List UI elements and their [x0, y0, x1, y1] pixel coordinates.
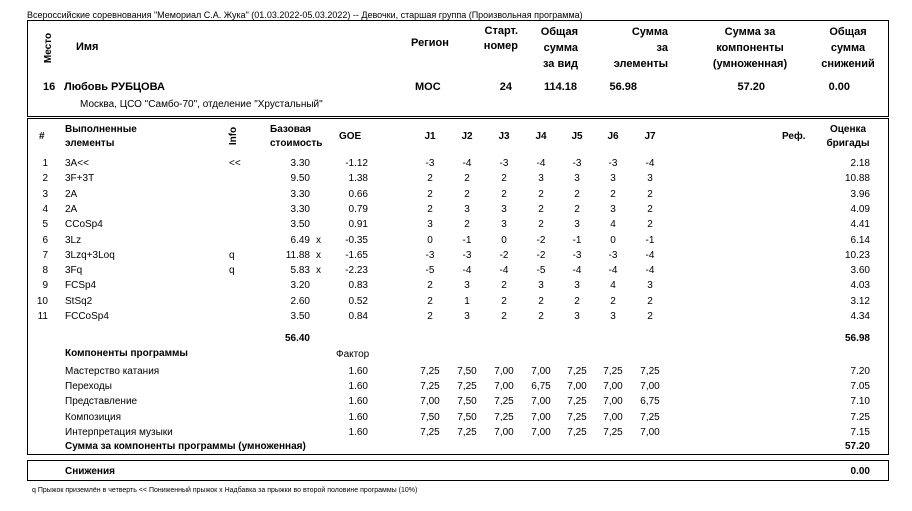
- element-base-value: 3.20: [290, 280, 310, 291]
- component-score: 7.15: [850, 427, 870, 438]
- component-judge-score: 7,25: [603, 366, 623, 377]
- element-judge-score: 3: [464, 204, 470, 215]
- element-goe: 0.66: [348, 189, 368, 200]
- judge-header: J6: [607, 131, 619, 142]
- element-judge-score: 2: [610, 296, 616, 307]
- element-judge-score: 3: [427, 219, 433, 230]
- element-number: 4: [42, 204, 48, 215]
- skater-place: 16: [43, 81, 56, 93]
- element-base-value: 2.60: [290, 296, 310, 307]
- skater-start-number: 24: [499, 81, 512, 93]
- element-base-value: 3.30: [290, 204, 310, 215]
- element-judge-score: 2: [647, 189, 653, 200]
- component-judge-score: 7,00: [494, 366, 514, 377]
- element-judge-score: 1: [464, 296, 470, 307]
- component-judge-score: 7,25: [494, 396, 514, 407]
- element-number-header: #: [39, 131, 45, 142]
- element-judge-score: 2: [427, 296, 433, 307]
- base-value-total: 56.40: [284, 333, 310, 344]
- name-header: Имя: [76, 41, 99, 53]
- element-judge-score: -2: [536, 250, 546, 261]
- component-judge-score: 7,25: [640, 412, 660, 423]
- components-total-label: Сумма за компоненты программы (умноженная): [65, 441, 306, 452]
- element-code: 2A: [65, 189, 78, 200]
- element-number: 11: [37, 311, 48, 322]
- components-title: Компоненты программы: [65, 348, 188, 359]
- element-judge-score: 4: [610, 219, 616, 230]
- skater-club: Москва, ЦСО "Самбо-70", отделение "Хрустальный": [80, 99, 323, 110]
- element-judge-score: 3: [610, 311, 616, 322]
- component-judge-score: 7,00: [531, 427, 551, 438]
- component-judge-score: 7,25: [420, 366, 440, 377]
- element-judge-score: 3: [538, 173, 544, 184]
- component-judge-score: 7,25: [494, 412, 514, 423]
- element-judge-score: -1: [572, 235, 582, 246]
- component-judge-score: 7,00: [640, 427, 660, 438]
- element-judge-score: -4: [645, 250, 655, 261]
- element-code: FCSp4: [65, 280, 97, 291]
- component-name: Интерпретация музыки: [65, 427, 173, 438]
- component-judge-score: 7,25: [420, 427, 440, 438]
- skater-deductions: 0.00: [828, 81, 850, 93]
- element-judge-score: 3: [574, 311, 580, 322]
- element-number: 10: [36, 296, 48, 307]
- region-header: Регион: [411, 37, 449, 49]
- element-judge-score: 2: [501, 189, 507, 200]
- element-number: 7: [42, 250, 48, 261]
- element-panel-score: 4.34: [850, 311, 870, 322]
- component-name: Композиция: [65, 412, 122, 423]
- element-judge-score: -4: [462, 158, 472, 169]
- elements-total: 56.98: [844, 333, 870, 344]
- component-judge-score: 7,00: [531, 396, 551, 407]
- element-panel-score: 10.88: [844, 173, 870, 184]
- element-goe: -1.12: [345, 158, 368, 169]
- referee-header: Реф.: [782, 131, 806, 142]
- element-judge-score: 2: [501, 280, 507, 291]
- element-judge-score: 3: [610, 204, 616, 215]
- component-judge-score: 7,25: [457, 427, 477, 438]
- event-title: Всероссийские соревнования "Мемориал С.А. Жука" (01.03.2022-05.03.2022) -- Девочки, старшая группа (Произвольная программа): [27, 10, 583, 20]
- component-score: 7.05: [850, 381, 870, 392]
- element-number: 3: [42, 189, 48, 200]
- element-judge-score: -4: [608, 265, 618, 276]
- element-goe: 0.84: [348, 311, 368, 322]
- element-judge-score: 2: [501, 173, 507, 184]
- element-judge-score: 3: [574, 280, 580, 291]
- element-judge-score: 2: [427, 311, 433, 322]
- element-judge-score: -2: [499, 250, 509, 261]
- element-judge-score: -3: [572, 158, 582, 169]
- element-code: 2A: [65, 204, 78, 215]
- element-judge-score: -5: [425, 265, 435, 276]
- element-judge-score: -3: [425, 158, 435, 169]
- element-base-value: 3.50: [290, 219, 310, 230]
- element-panel-score: 10.23: [844, 250, 870, 261]
- component-judge-score: 7,00: [567, 381, 587, 392]
- component-judge-score: 7,00: [603, 412, 623, 423]
- component-judge-score: 7,50: [457, 396, 477, 407]
- component-judge-score: 7,00: [531, 412, 551, 423]
- component-factor: 1.60: [348, 412, 368, 423]
- component-factor: 1.60: [348, 427, 368, 438]
- component-name: Представление: [65, 396, 138, 407]
- element-code: 3Lz: [65, 235, 82, 246]
- component-score: 7.20: [850, 366, 870, 377]
- element-judge-score: 2: [647, 219, 653, 230]
- element-goe: -2.23: [345, 265, 368, 276]
- element-judge-score: 4: [610, 280, 616, 291]
- element-goe: 0.83: [348, 280, 368, 291]
- element-panel-score: 3.12: [850, 296, 870, 307]
- component-judge-score: 7,25: [420, 381, 440, 392]
- element-judge-score: 3: [647, 280, 653, 291]
- element-base-value: 9.50: [290, 173, 310, 184]
- element-judge-score: 3: [501, 204, 507, 215]
- element-judge-score: 3: [464, 280, 470, 291]
- element-code: 3F+3T: [65, 173, 95, 184]
- skater-components-score: 57.20: [737, 81, 765, 93]
- component-judge-score: 7,00: [603, 396, 623, 407]
- component-judge-score: 7,25: [457, 381, 477, 392]
- element-judge-score: -5: [536, 265, 546, 276]
- skater-name: Любовь РУБЦОВА: [64, 81, 165, 93]
- element-info: q: [229, 250, 235, 261]
- component-judge-score: 6,75: [640, 396, 660, 407]
- skater-elements-score: 56.98: [609, 81, 637, 93]
- factor-header: Фактор: [336, 349, 370, 360]
- element-judge-score: -4: [462, 265, 472, 276]
- element-bonus-mark: x: [316, 250, 321, 261]
- element-info: <<: [229, 158, 241, 169]
- element-number: 5: [42, 219, 48, 230]
- start-number-header: Старт. номер: [483, 25, 518, 52]
- component-judge-score: 7,25: [567, 366, 587, 377]
- component-score: 7.10: [850, 396, 870, 407]
- element-judge-score: 2: [538, 204, 544, 215]
- element-code: StSq2: [65, 296, 93, 307]
- element-base-value: 5.83: [290, 265, 310, 276]
- element-number: 9: [42, 280, 48, 291]
- judge-header: J4: [535, 131, 547, 142]
- component-factor: 1.60: [348, 396, 368, 407]
- element-goe: -1.65: [345, 250, 368, 261]
- element-number: 1: [42, 158, 48, 169]
- component-judge-score: 7,00: [603, 381, 623, 392]
- element-judge-score: -3: [462, 250, 472, 261]
- judge-header: J5: [571, 131, 583, 142]
- element-judge-score: -4: [645, 158, 655, 169]
- element-code: 3Fq: [65, 265, 83, 276]
- element-code: CCoSp4: [65, 219, 103, 230]
- judge-header: J2: [461, 131, 473, 142]
- element-judge-score: 2: [538, 311, 544, 322]
- element-number: 6: [42, 235, 48, 246]
- element-judge-score: 0: [501, 235, 507, 246]
- element-judge-score: 2: [538, 296, 544, 307]
- element-judge-score: -1: [645, 235, 655, 246]
- element-judge-score: -4: [572, 265, 582, 276]
- component-score: 7.25: [850, 412, 870, 423]
- place-header: Место: [43, 32, 54, 64]
- element-judge-score: 0: [427, 235, 433, 246]
- components-total: 57.20: [844, 441, 870, 452]
- element-judge-score: 3: [574, 219, 580, 230]
- component-judge-score: 7,25: [603, 427, 623, 438]
- element-panel-score: 4.03: [850, 280, 870, 291]
- base-value-header: Базовая стоимость: [270, 124, 323, 149]
- element-judge-score: -4: [645, 265, 655, 276]
- goe-header: GOE: [339, 131, 362, 142]
- element-panel-score: 3.60: [850, 265, 870, 276]
- element-judge-score: 3: [501, 219, 507, 230]
- component-judge-score: 7,25: [567, 396, 587, 407]
- component-judge-score: 7,50: [457, 412, 477, 423]
- element-judge-score: 2: [464, 219, 470, 230]
- element-judge-score: 2: [427, 204, 433, 215]
- element-judge-score: -3: [608, 250, 618, 261]
- elements-header: Выполненные элементы: [65, 124, 137, 149]
- component-judge-score: 7,50: [457, 366, 477, 377]
- element-judge-score: 2: [464, 189, 470, 200]
- component-judge-score: 7,25: [567, 412, 587, 423]
- judge-header: J3: [498, 131, 510, 142]
- skater-region: MOC: [415, 81, 441, 93]
- element-judge-score: 2: [647, 311, 653, 322]
- component-judge-score: 6,75: [531, 381, 551, 392]
- element-info: q: [229, 265, 235, 276]
- element-base-value: 3.30: [290, 158, 310, 169]
- component-factor: 1.60: [348, 366, 368, 377]
- element-judge-score: 3: [610, 173, 616, 184]
- element-judge-score: 2: [574, 296, 580, 307]
- element-panel-score: 6.14: [850, 235, 870, 246]
- element-judge-score: 0: [610, 235, 616, 246]
- element-judge-score: 2: [574, 204, 580, 215]
- component-judge-score: 7,50: [420, 412, 440, 423]
- element-number: 2: [42, 173, 48, 184]
- element-judge-score: -3: [572, 250, 582, 261]
- element-bonus-mark: x: [316, 235, 321, 246]
- element-panel-score: 3.96: [850, 189, 870, 200]
- element-judge-score: -2: [536, 235, 546, 246]
- element-judge-score: -3: [499, 158, 509, 169]
- element-goe: 0.91: [348, 219, 368, 230]
- element-goe: 1.38: [348, 173, 368, 184]
- component-judge-score: 7,25: [640, 366, 660, 377]
- footnote: q Прыжок приземлён в четверть << Пониженный прыжок x Надбавка за прыжки во второй половине программы (10%): [32, 487, 418, 494]
- element-goe: 0.52: [348, 296, 368, 307]
- components-score-header: Сумма за компоненты (умноженная): [712, 26, 788, 70]
- element-judge-score: -4: [536, 158, 546, 169]
- element-code: FCCoSp4: [65, 311, 109, 322]
- component-judge-score: 7,00: [494, 427, 514, 438]
- elements-score-header: Сумма за элементы: [613, 26, 668, 70]
- panel-score-header: Оценка бригады: [826, 124, 870, 149]
- deductions-header: Общая сумма снижений: [821, 26, 875, 70]
- element-bonus-mark: x: [316, 265, 321, 276]
- component-name: Переходы: [65, 381, 112, 392]
- element-judge-score: 2: [427, 173, 433, 184]
- element-judge-score: 2: [610, 189, 616, 200]
- element-code: 3A<<: [65, 158, 89, 169]
- element-judge-score: 2: [538, 219, 544, 230]
- skater-total-score: 114.18: [543, 81, 577, 93]
- component-factor: 1.60: [348, 381, 368, 392]
- element-panel-score: 2.18: [850, 158, 870, 169]
- element-panel-score: 4.09: [850, 204, 870, 215]
- total-score-header: Общая сумма за вид: [540, 26, 578, 70]
- element-judge-score: 2: [538, 189, 544, 200]
- component-judge-score: 7,25: [567, 427, 587, 438]
- element-code: 3Lzq+3Loq: [65, 250, 115, 261]
- element-judge-score: 2: [501, 296, 507, 307]
- judge-header: J1: [424, 131, 436, 142]
- element-base-value: 11.88: [285, 250, 310, 261]
- deductions-box: [27, 460, 889, 481]
- element-judge-score: -4: [499, 265, 509, 276]
- element-judge-score: 2: [427, 189, 433, 200]
- component-judge-score: 7,00: [531, 366, 551, 377]
- element-base-value: 3.50: [290, 311, 310, 322]
- deductions-value: 0.00: [850, 466, 870, 477]
- element-goe: -0.35: [345, 235, 368, 246]
- element-judge-score: 3: [538, 280, 544, 291]
- info-header: Info: [228, 126, 239, 146]
- element-judge-score: 2: [574, 189, 580, 200]
- judge-header: J7: [644, 131, 656, 142]
- element-judge-score: 2: [427, 280, 433, 291]
- component-judge-score: 7,00: [420, 396, 440, 407]
- element-judge-score: -1: [462, 235, 472, 246]
- element-goe: 0.79: [348, 204, 368, 215]
- element-judge-score: 2: [464, 173, 470, 184]
- element-base-value: 3.30: [290, 189, 310, 200]
- element-judge-score: 2: [501, 311, 507, 322]
- element-judge-score: 2: [647, 204, 653, 215]
- element-panel-score: 4.41: [850, 219, 870, 230]
- element-judge-score: 3: [464, 311, 470, 322]
- element-base-value: 6.49: [290, 235, 310, 246]
- component-judge-score: 7,00: [494, 381, 514, 392]
- element-judge-score: 2: [647, 296, 653, 307]
- element-judge-score: -3: [608, 158, 618, 169]
- component-name: Мастерство катания: [65, 366, 160, 377]
- element-judge-score: 3: [574, 173, 580, 184]
- component-judge-score: 7,00: [640, 381, 660, 392]
- element-judge-score: 3: [647, 173, 653, 184]
- element-judge-score: -3: [425, 250, 435, 261]
- element-number: 8: [42, 265, 48, 276]
- deductions-label: Снижения: [65, 466, 115, 477]
